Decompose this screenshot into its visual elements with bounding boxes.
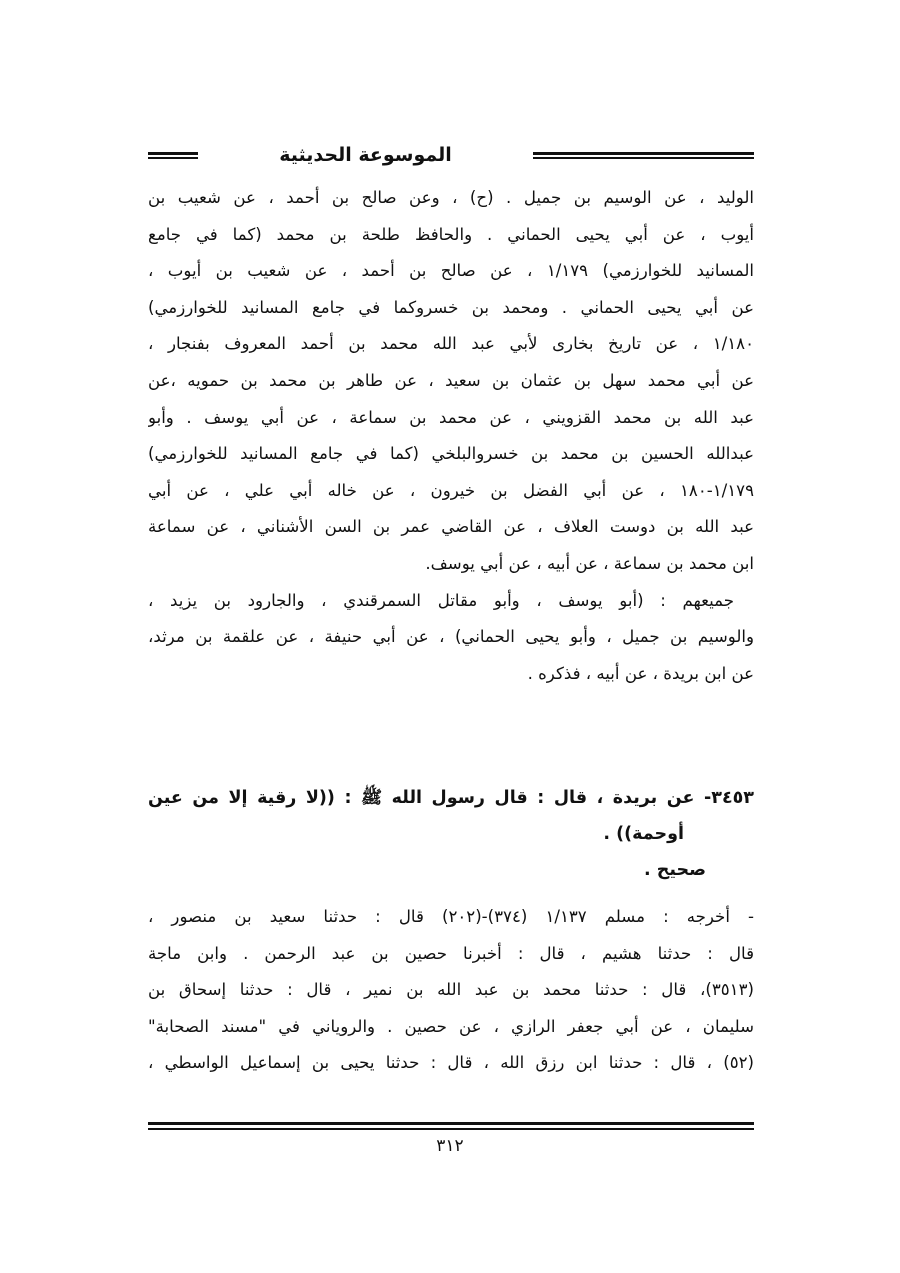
body-paragraph <box>148 180 754 692</box>
takhrij-paragraph <box>148 899 754 1082</box>
body-line: الوليد ، عن الوسيم بن جميل . (ح) ، وعن صالح بن أحمد ، عن شعيب بن <box>148 188 754 207</box>
body-line: أيوب ، عن أبي يحيى الحماني . والحافظ طلحة بن محمد (كما في جامع <box>148 224 754 244</box>
hadith-grade: صحيح . <box>643 860 706 880</box>
takhrij-line: قال : حدثنا هشيم ، قال : أخبرنا حصين بن عبد الرحمن . وابن ماجة <box>148 943 754 963</box>
page-header <box>148 140 754 176</box>
body-line: عن أبي يحيى الحماني . ومحمد بن خسروكما في جامع المسانيد للخوارزمي) <box>148 297 754 317</box>
body-line: عبد الله بن دوست العلاف ، عن القاضي عمر بن السن الأشناني ، عن سماعة <box>148 517 754 537</box>
takhrij-line: سليمان ، عن أبي جعفر الرازي ، عن حصين . والروياني في "مسند الصحابة" <box>148 1016 754 1036</box>
body-line: المسانيد للخوارزمي) ١/١٧٩ ، عن صالح بن أحمد ، عن شعيب بن أيوب ، <box>148 261 754 281</box>
takhrij-line: (٥٢) ، قال : حدثنا ابن رزق الله ، قال : حدثنا يحيى بن إسماعيل الواسطي ، <box>148 1053 754 1073</box>
hadith-entry <box>148 780 754 888</box>
body-line: عبد الله بن محمد القزويني ، عن محمد بن سماعة ، عن أبي يوسف . وأبو <box>148 407 754 427</box>
takhrij-line: (٣٥١٣)، قال : حدثنا محمد بن عبد الله بن نمير ، قال : حدثنا إسحاق بن <box>148 980 754 1000</box>
header-rule-left <box>148 152 198 159</box>
body-line: عبدالله الحسين بن محمد بن خسروالبلخي (كما في جامع المسانيد للخوارزمي) <box>148 444 754 464</box>
hadith-text: ٣٤٥٣- عن بريدة ، قال : قال رسول الله ﷺ : ((لا رقية إلا من عين <box>148 788 754 808</box>
body-line: جميعهم : (أبو يوسف ، وأبو مقاتل السمرقندي ، والجارود بن يزيد ، <box>148 590 734 610</box>
body-line: ١/١٨٠ ، عن تاريخ بخارى لأبي عبد الله محمد بن أحمد المعروف بفنجار ، <box>148 334 754 354</box>
header-rule-right <box>533 152 754 159</box>
body-line: ١/١٧٩-١٨٠ ، عن أبي الفضل بن خيرون ، عن خاله أبي علي ، عن أبي <box>148 480 754 500</box>
footer-rule <box>148 1122 754 1130</box>
body-line: عن ابن بريدة ، عن أبيه ، فذكره . <box>527 663 754 683</box>
header-title: الموسوعة الحديثية <box>279 144 452 166</box>
body-line: والوسيم بن جميل ، وأبو يحيى الحماني) ، عن أبي حنيفة ، عن علقمة بن مرثد، <box>148 627 754 647</box>
body-line: عن أبي محمد سهل بن عثمان بن سعيد ، عن طاهر بن محمد بن حمويه ،عن <box>148 370 754 390</box>
hadith-text-continued: أوحمة)) . <box>603 824 684 844</box>
page-number: ٣١٢ <box>436 1136 464 1156</box>
takhrij-line: - أخرجه : مسلم ١/١٣٧ (٣٧٤)-(٢٠٢) قال : حدثنا سعيد بن منصور ، <box>148 907 754 926</box>
body-line: ابن محمد بن سماعة ، عن أبيه ، عن أبي يوسف. <box>425 553 754 573</box>
